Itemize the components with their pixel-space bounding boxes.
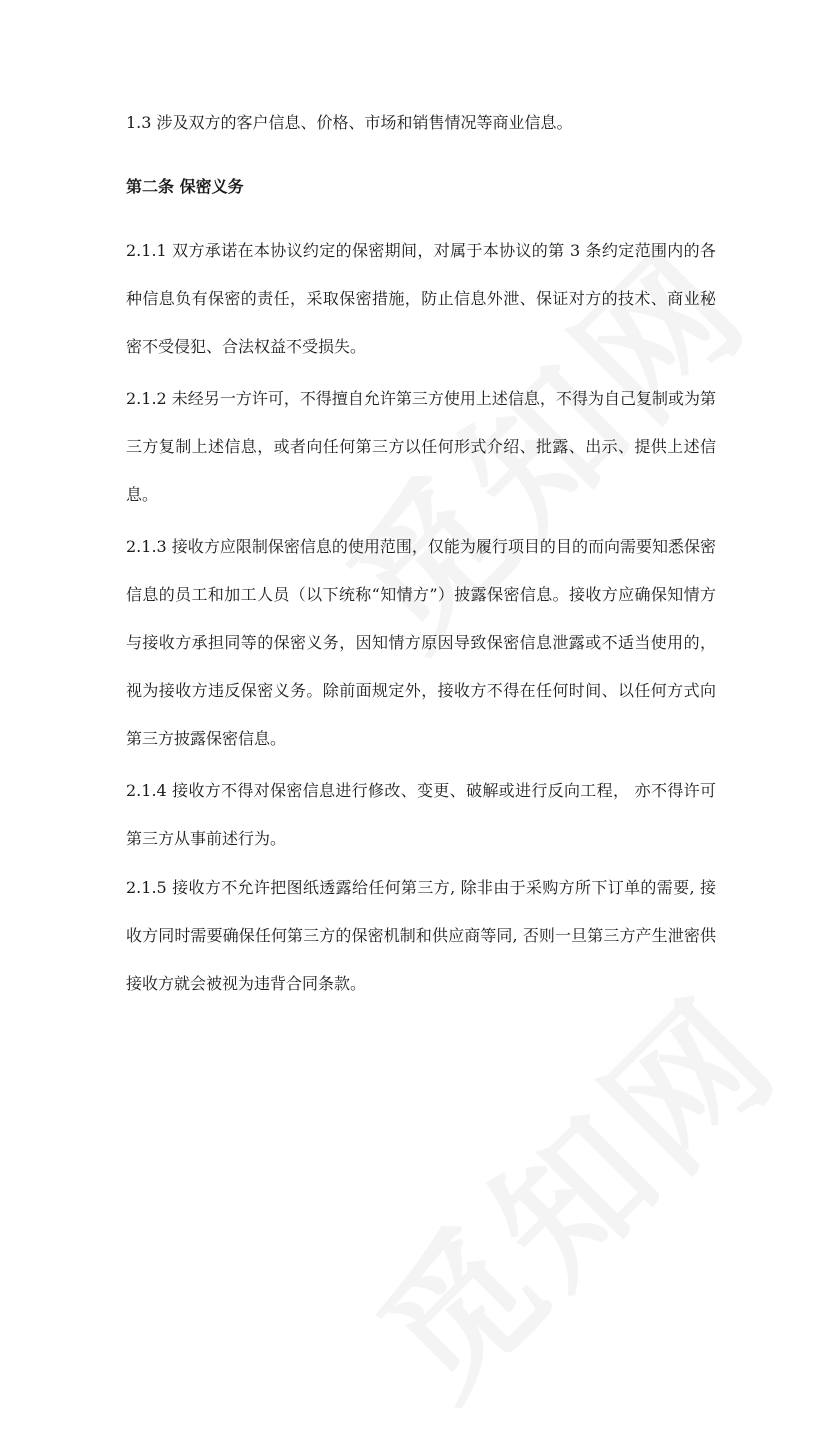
clause-2-1-5: 2.1.5 接收方不允许把图纸透露给任何第三方, 除非由于采购方所下订单的需要, 接收方同时需要确保任何第三方的保密机制和供应商等同, 否则一旦第三方产生泄密供接收方就会被视为违背合同条款。 — [126, 878, 716, 993]
clause-2-1-2: 2.1.2 未经另一方许可，不得擅自允许第三方使用上述信息，不得为自己复制或为第三方复制上述信息，或者向任何第三方以任何形式介绍、批露、出示、提供上述信息。 — [126, 389, 716, 504]
watermark — [324, 942, 816, 1434]
article-2-heading: 第二条 保密义务 — [126, 177, 244, 196]
clause-2-1-1: 2.1.1 双方承诺在本协议约定的保密期间，对属于本协议的第 3 条约定范围内的各种信息负有保密的责任，采取保密措施，防止信息外泄、保证对方的技术、商业秘密不受侵犯、合法权益不受损失。 — [126, 241, 716, 356]
clause-2-1-3: 2.1.3 接收方应限制保密信息的使用范围，仅能为履行项目的目的而向需要知悉保密信息的员工和加工人员（以下统称“知情方”）披露保密信息。接收方应确保知情方与接收方承担同等的保密义务，因知情方原因导致保密信息泄露或不适当使用的，视为接收方违反保密义务。除前面规定外，接收方不得在任何时间、以任何方式向第三方披露保密信息。 — [126, 537, 716, 748]
clause-1-3: 1.3 涉及双方的客户信息、价格、市场和销售情况等商业信息。 — [126, 113, 573, 132]
clause-2-1-4: 2.1.4 接收方不得对保密信息进行修改、变更、破解或进行反向工程， 亦不得许可第三方从事前述行为。 — [126, 781, 716, 848]
